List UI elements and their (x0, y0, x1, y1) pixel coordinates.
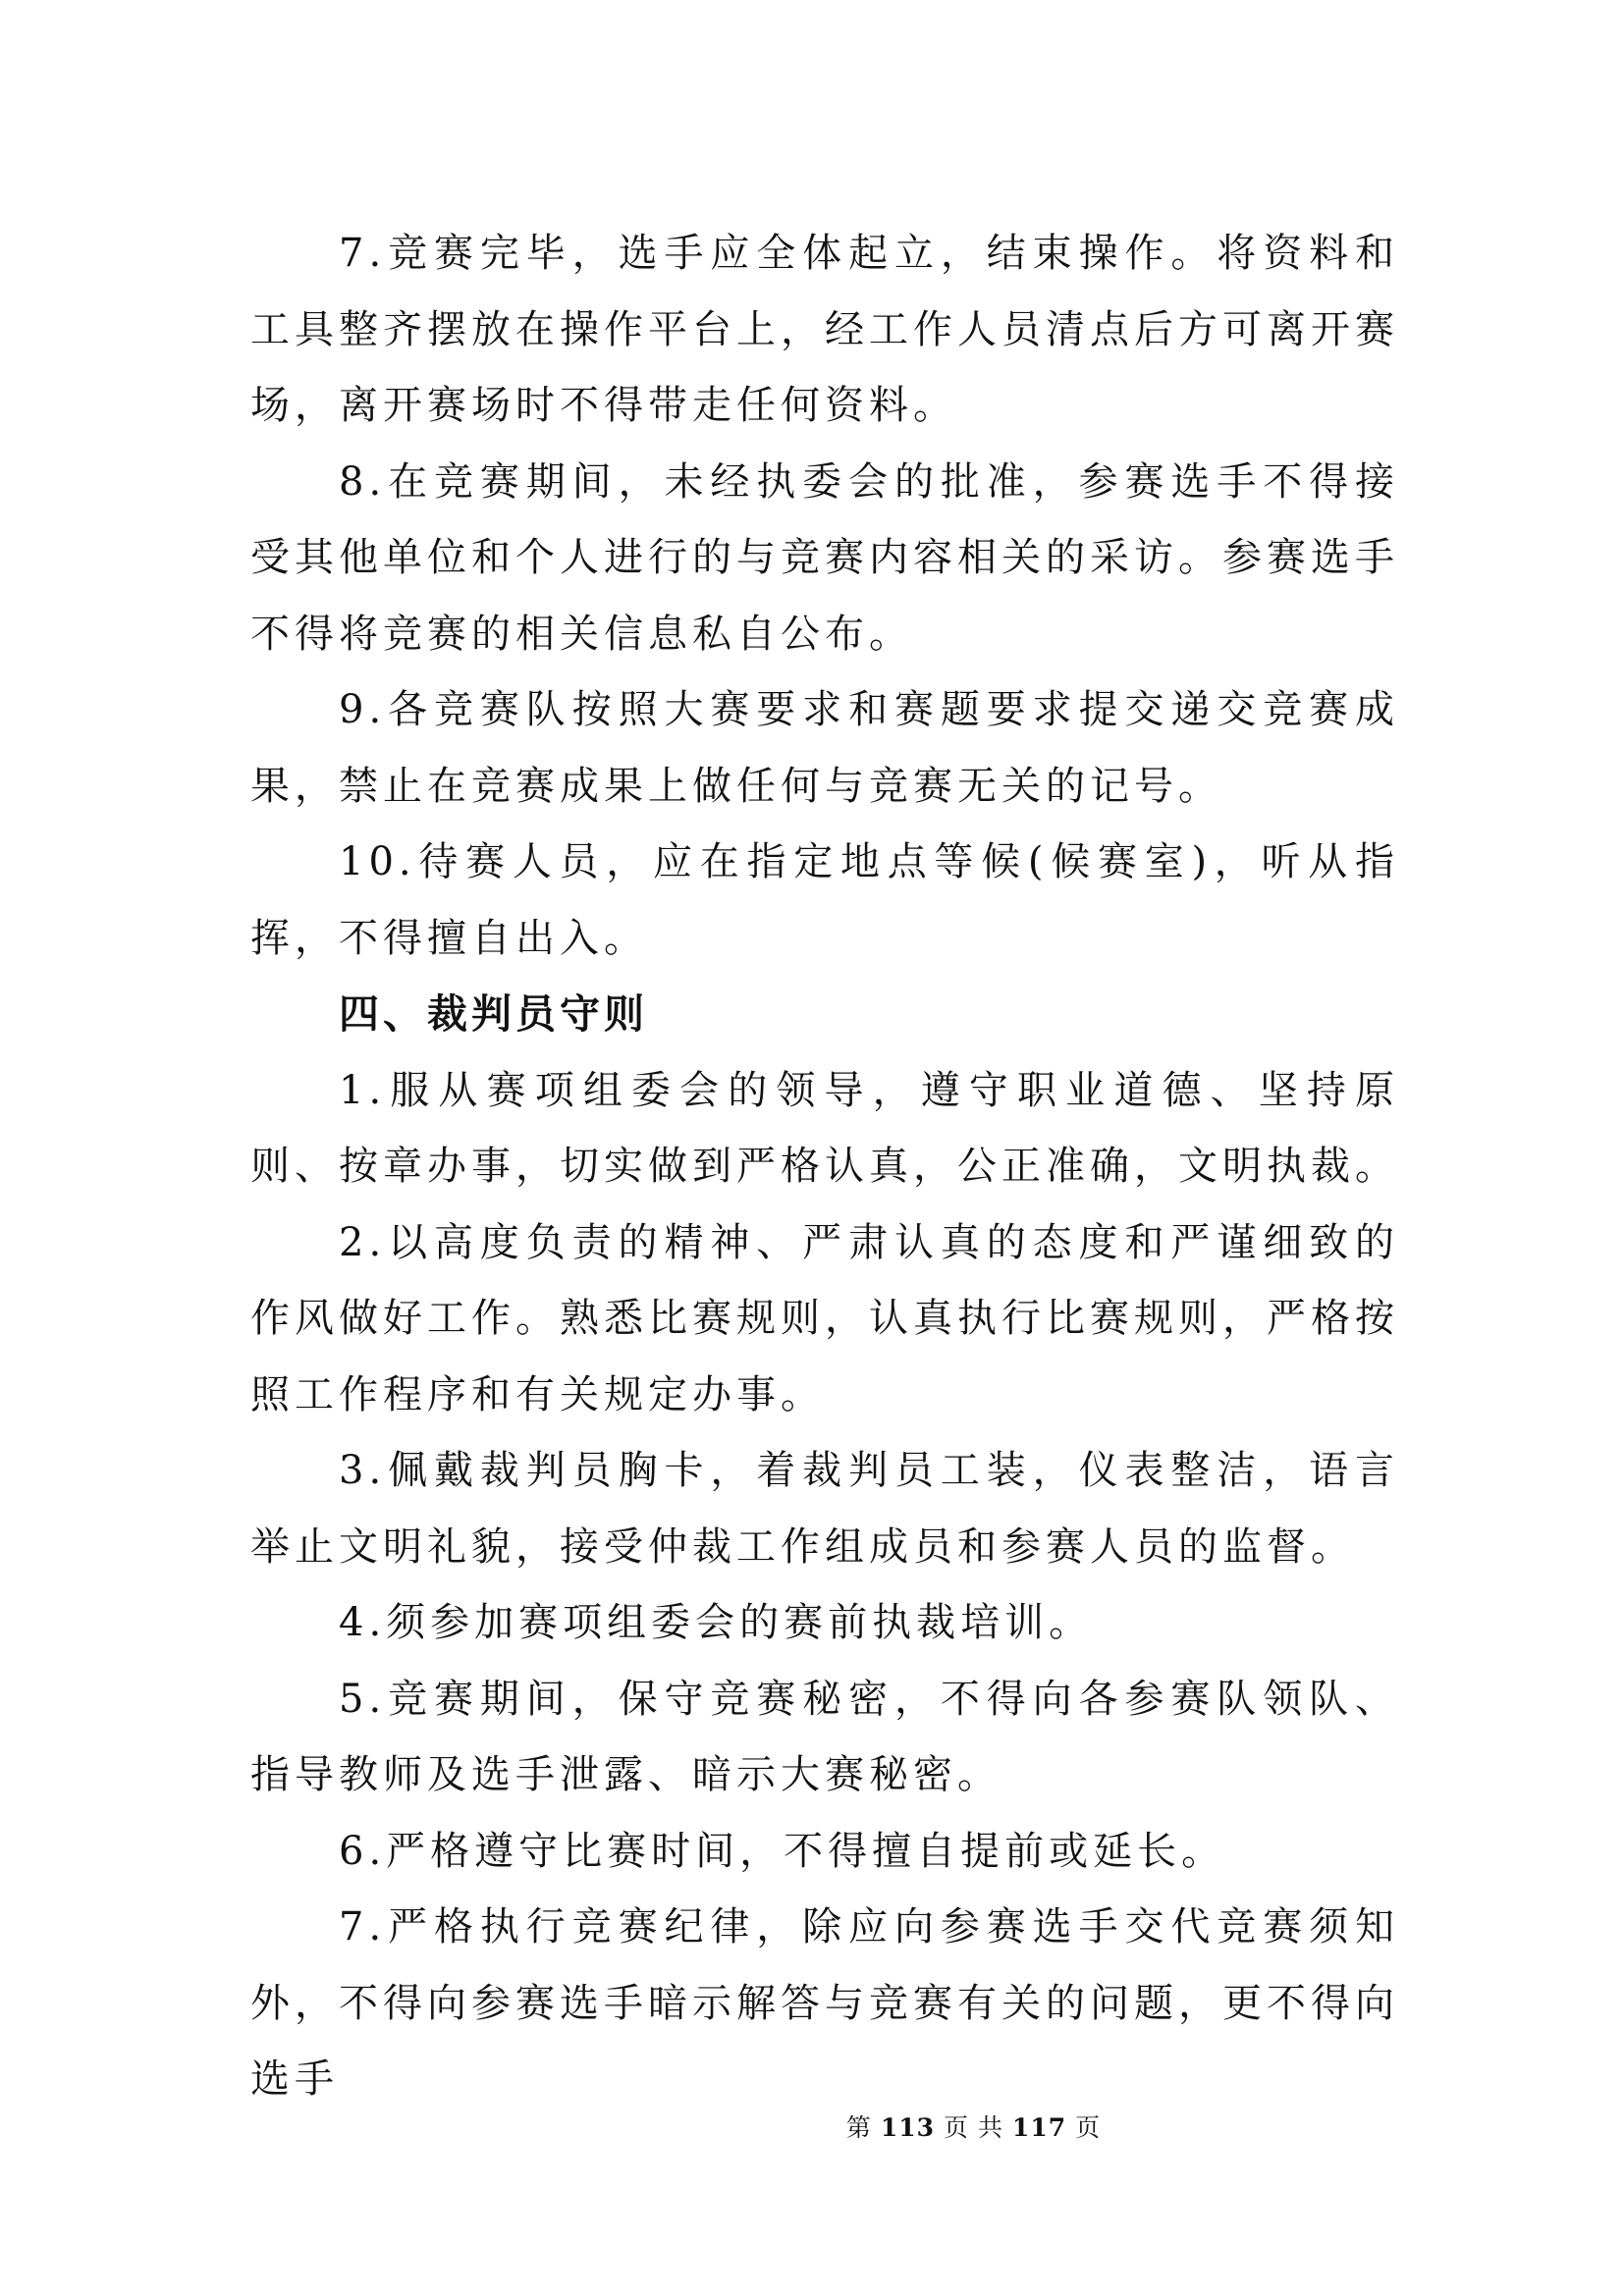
paragraph-referee-rule-3: 3.佩戴裁判员胸卡，着裁判员工装，仪表整洁，语言举止文明礼貌，接受仲裁工作组成员和参赛人员的监督。 (250, 1448, 1399, 1570)
total-page-number: 117 (1011, 2113, 1067, 2142)
paragraph-rule-10: 10.待赛人员，应在指定地点等候(候赛室)，听从指挥，不得擅自出入。 (250, 839, 1399, 961)
footer-suffix: 页 (1075, 2113, 1102, 2142)
paragraph-referee-rule-7: 7.严格执行竞赛纪律，除应向参赛选手交代竞赛须知外，不得向参赛选手暗示解答与竞赛有关的问题，更不得向选手 (250, 1904, 1399, 2102)
paragraph-referee-rule-5: 5.竞赛期间，保守竞赛秘密，不得向各参赛队领队、指导教师及选手泄露、暗示大赛秘密。 (250, 1676, 1399, 1797)
current-page-number: 113 (880, 2113, 936, 2142)
paragraph-referee-rule-2: 2.以高度负责的精神、严肃认真的态度和严谨细致的作风做好工作。熟悉比赛规则，认真执行比赛规则，严格按照工作程序和有关规定办事。 (250, 1219, 1399, 1417)
paragraph-referee-rule-4: 4.须参加赛项组委会的赛前执裁培训。 (339, 1600, 1094, 1645)
paragraph-referee-rule-1: 1.服从赛项组委会的领导，遵守职业道德、坚持原则、按章办事，切实做到严格认真，公正准确，文明执裁。 (250, 1067, 1399, 1189)
paragraph-referee-rule-6: 6.严格遵守比赛时间，不得擅自提前或延长。 (339, 1828, 1226, 1874)
section-heading: 四、裁判员守则 (339, 990, 648, 1038)
paragraph-rule-8: 8.在竞赛期间，未经执委会的批准，参赛选手不得接受其他单位和个人进行的与竞赛内容相关的采访。参赛选手不得将竞赛的相关信息私自公布。 (250, 458, 1399, 657)
paragraph-rule-7: 7.竞赛完毕，选手应全体起立，结束操作。将资料和工具整齐摆放在操作平台上，经工作人员清点后方可离开赛场，离开赛场时不得带走任何资料。 (250, 231, 1399, 428)
document-body (250, 216, 1399, 2118)
footer-prefix: 第 (845, 2113, 872, 2142)
page-footer (0, 2109, 1623, 2144)
paragraph-rule-9: 9.各竞赛队按照大赛要求和赛题要求提交递交竞赛成果，禁止在竞赛成果上做任何与竞赛无关的记号。 (250, 687, 1399, 809)
footer-middle: 页 共 (944, 2113, 1003, 2142)
